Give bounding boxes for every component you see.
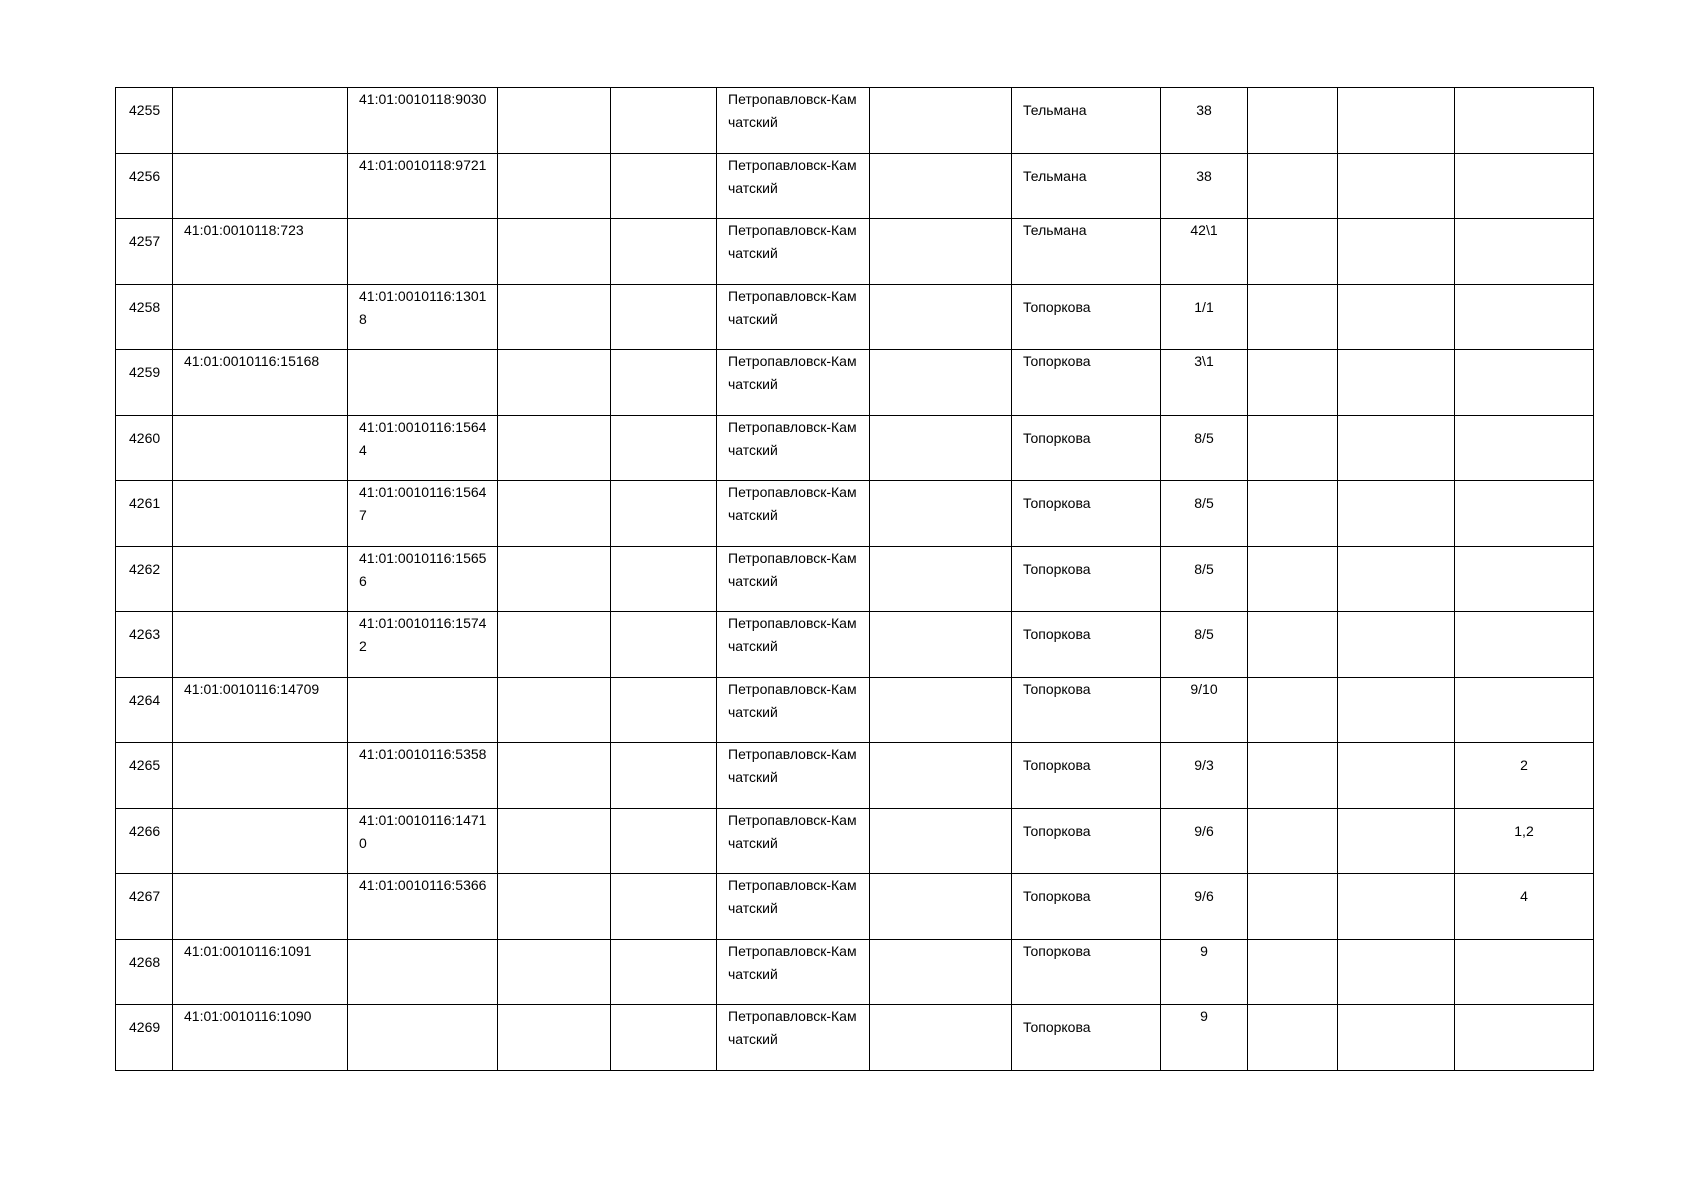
empty-cell-5: [611, 481, 717, 547]
city-cell: [717, 743, 870, 809]
row-number: 4267: [129, 888, 161, 904]
house-number: 9/3: [1194, 757, 1214, 773]
street-cell: [1012, 88, 1161, 154]
cadastral-number: 41:01:0010116:1091: [184, 942, 312, 959]
apartment-number: [1455, 547, 1593, 558]
cadastral-number-cell: [173, 677, 348, 743]
object-cadastral-number: 41:01:0010116:13018: [359, 287, 487, 327]
table-row: [116, 284, 1594, 350]
empty-cell-10: [1248, 219, 1338, 285]
apartment-cell: [1455, 1005, 1594, 1071]
row-number: 4255: [129, 102, 161, 118]
city-cell: [717, 153, 870, 219]
empty-cell-4: [498, 481, 611, 547]
apartment-number: [1455, 678, 1593, 689]
apartment-number: [1455, 481, 1593, 492]
city-name: Петропавловск-Камчатский: [728, 222, 857, 261]
apartment-number: 2: [1520, 757, 1528, 773]
house-number: 9/10: [1190, 680, 1218, 697]
row-number-cell: [116, 546, 173, 612]
street-cell: [1012, 284, 1161, 350]
house-number: 1/1: [1194, 298, 1214, 315]
city-cell: [717, 1005, 870, 1071]
house-number: 9: [1200, 942, 1208, 959]
table-row: [116, 677, 1594, 743]
cadastral-number-cell: [173, 350, 348, 416]
street-cell: [1012, 415, 1161, 481]
row-number-cell: [116, 153, 173, 219]
city-name: Петропавловск-Камчатский: [728, 549, 857, 589]
empty-cell-5: [611, 874, 717, 940]
city-name: Петропавловск-Камчатский: [728, 1008, 857, 1047]
empty-cell-4: [498, 677, 611, 743]
empty-cell-11: [1338, 284, 1455, 350]
street-name: Тельмана: [1023, 167, 1087, 184]
apartment-cell: [1455, 939, 1594, 1005]
city-cell: [717, 677, 870, 743]
object-cadastral-number: 41:01:0010116:5358: [359, 746, 487, 762]
apartment-number: [1455, 1005, 1593, 1016]
house-number: 38: [1196, 102, 1212, 118]
row-number: 4263: [129, 626, 161, 642]
cadastral-number-cell: [173, 1005, 348, 1071]
city-name: Петропавловск-Камчатский: [728, 156, 857, 196]
object-cadastral-number-cell: [348, 284, 498, 350]
row-number: 4261: [129, 495, 161, 511]
table-row: [116, 612, 1594, 678]
row-number: 4258: [129, 298, 161, 315]
city-cell: [717, 874, 870, 940]
empty-cell-7: [870, 284, 1012, 350]
cadastral-number-cell: [173, 612, 348, 678]
empty-cell-5: [611, 677, 717, 743]
empty-cell-11: [1338, 677, 1455, 743]
empty-cell-5: [611, 939, 717, 1005]
street-cell: [1012, 219, 1161, 285]
street-cell: [1012, 743, 1161, 809]
row-number-cell: [116, 874, 173, 940]
empty-cell-11: [1338, 481, 1455, 547]
empty-cell-11: [1338, 612, 1455, 678]
table-row: [116, 874, 1594, 940]
city-name: Петропавловск-Камчатский: [728, 287, 857, 327]
row-number-cell: [116, 939, 173, 1005]
row-number-cell: [116, 808, 173, 874]
empty-cell-4: [498, 284, 611, 350]
object-cadastral-number: 41:01:0010116:15656: [359, 549, 487, 589]
house-number: 9/6: [1194, 822, 1214, 839]
row-number-cell: [116, 88, 173, 154]
empty-cell-10: [1248, 677, 1338, 743]
empty-cell-5: [611, 350, 717, 416]
object-cadastral-number-cell: [348, 88, 498, 154]
row-number-cell: [116, 350, 173, 416]
city-cell: [717, 415, 870, 481]
house-cell: [1161, 415, 1248, 481]
object-cadastral-number-cell: [348, 546, 498, 612]
row-number: 4257: [129, 233, 161, 249]
street-name: Топоркова: [1023, 942, 1091, 959]
empty-cell-10: [1248, 153, 1338, 219]
object-cadastral-number: 41:01:0010116:15742: [359, 615, 487, 654]
object-cadastral-number-cell: [348, 219, 498, 285]
object-cadastral-number: 41:01:0010116:15647: [359, 484, 487, 523]
empty-cell-5: [611, 1005, 717, 1071]
row-number-cell: [116, 677, 173, 743]
apartment-cell: [1455, 743, 1594, 809]
street-cell: [1012, 153, 1161, 219]
empty-cell-10: [1248, 350, 1338, 416]
empty-cell-7: [870, 612, 1012, 678]
house-cell: [1161, 612, 1248, 678]
empty-cell-7: [870, 743, 1012, 809]
empty-cell-5: [611, 88, 717, 154]
street-name: Топоркова: [1023, 353, 1091, 369]
row-number-cell: [116, 743, 173, 809]
object-cadastral-number-cell: [348, 481, 498, 547]
table-row: [116, 1005, 1594, 1071]
apartment-cell: [1455, 481, 1594, 547]
object-cadastral-number: 41:01:0010118:9721: [359, 156, 487, 173]
street-name: Топоркова: [1023, 495, 1091, 511]
object-cadastral-number-cell: [348, 939, 498, 1005]
house-number: 38: [1196, 167, 1212, 184]
cadastral-number-cell: [173, 874, 348, 940]
city-name: Петропавловск-Камчатский: [728, 942, 857, 982]
empty-cell-11: [1338, 219, 1455, 285]
empty-cell-10: [1248, 743, 1338, 809]
empty-cell-10: [1248, 1005, 1338, 1071]
cadastral-number: 41:01:0010118:723: [184, 222, 304, 238]
house-cell: [1161, 153, 1248, 219]
table-row: [116, 350, 1594, 416]
street-cell: [1012, 874, 1161, 940]
house-number: 9: [1200, 1008, 1208, 1024]
empty-cell-10: [1248, 939, 1338, 1005]
empty-cell-7: [870, 415, 1012, 481]
register-table: [115, 87, 1594, 1071]
empty-cell-7: [870, 808, 1012, 874]
city-name: Петропавловск-Камчатский: [728, 484, 857, 523]
street-name: Топоркова: [1023, 429, 1091, 446]
table-row: [116, 939, 1594, 1005]
cadastral-number-cell: [173, 546, 348, 612]
street-cell: [1012, 1005, 1161, 1071]
empty-cell-7: [870, 874, 1012, 940]
empty-cell-11: [1338, 153, 1455, 219]
empty-cell-5: [611, 743, 717, 809]
empty-cell-10: [1248, 612, 1338, 678]
empty-cell-7: [870, 677, 1012, 743]
apartment-number: [1455, 285, 1593, 296]
empty-cell-7: [870, 219, 1012, 285]
empty-cell-5: [611, 415, 717, 481]
empty-cell-10: [1248, 88, 1338, 154]
empty-cell-4: [498, 350, 611, 416]
object-cadastral-number-cell: [348, 1005, 498, 1071]
city-name: Петропавловск-Камчатский: [728, 615, 857, 654]
empty-cell-11: [1338, 350, 1455, 416]
empty-cell-5: [611, 612, 717, 678]
table-row: [116, 743, 1594, 809]
empty-cell-7: [870, 88, 1012, 154]
empty-cell-10: [1248, 284, 1338, 350]
empty-cell-5: [611, 153, 717, 219]
empty-cell-7: [870, 1005, 1012, 1071]
city-name: Петропавловск-Камчатский: [728, 877, 857, 916]
empty-cell-10: [1248, 546, 1338, 612]
object-cadastral-number: 41:01:0010116:15644: [359, 418, 487, 458]
apartment-cell: [1455, 677, 1594, 743]
city-cell: [717, 612, 870, 678]
apartment-cell: [1455, 874, 1594, 940]
apartment-number: 1,2: [1514, 822, 1534, 839]
city-name: Петропавловск-Камчатский: [728, 811, 857, 851]
empty-cell-7: [870, 481, 1012, 547]
city-name: Петропавловск-Камчатский: [728, 418, 857, 458]
empty-cell-4: [498, 153, 611, 219]
street-name: Топоркова: [1023, 298, 1091, 315]
table-row: [116, 808, 1594, 874]
row-number: 4269: [129, 1019, 161, 1035]
table-row: [116, 88, 1594, 154]
cadastral-number: 41:01:0010116:1090: [184, 1008, 312, 1024]
object-cadastral-number-cell: [348, 808, 498, 874]
row-number: 4256: [129, 167, 161, 184]
cadastral-number-cell: [173, 481, 348, 547]
row-number: 4259: [129, 364, 161, 380]
street-cell: [1012, 677, 1161, 743]
house-cell: [1161, 1005, 1248, 1071]
apartment-number: 4: [1520, 888, 1528, 904]
street-name: Топоркова: [1023, 626, 1091, 642]
empty-cell-10: [1248, 481, 1338, 547]
apartment-number: [1455, 350, 1593, 361]
city-cell: [717, 546, 870, 612]
apartment-cell: [1455, 546, 1594, 612]
apartment-cell: [1455, 284, 1594, 350]
apartment-cell: [1455, 88, 1594, 154]
apartment-number: [1455, 88, 1593, 99]
empty-cell-7: [870, 350, 1012, 416]
cadastral-number-cell: [173, 219, 348, 285]
object-cadastral-number-cell: [348, 415, 498, 481]
empty-cell-5: [611, 219, 717, 285]
house-cell: [1161, 546, 1248, 612]
object-cadastral-number-cell: [348, 677, 498, 743]
object-cadastral-number: 41:01:0010118:9030: [359, 91, 487, 107]
cadastral-number: 41:01:0010116:14709: [184, 680, 320, 697]
object-cadastral-number-cell: [348, 612, 498, 678]
object-cadastral-number-cell: [348, 874, 498, 940]
house-cell: [1161, 284, 1248, 350]
city-cell: [717, 481, 870, 547]
row-number: 4265: [129, 757, 161, 773]
city-name: Петропавловск-Камчатский: [728, 680, 857, 720]
apartment-cell: [1455, 612, 1594, 678]
table-row: [116, 219, 1594, 285]
house-cell: [1161, 808, 1248, 874]
object-cadastral-number-cell: [348, 743, 498, 809]
table-row: [116, 415, 1594, 481]
empty-cell-11: [1338, 808, 1455, 874]
cadastral-number-cell: [173, 153, 348, 219]
street-cell: [1012, 546, 1161, 612]
empty-cell-7: [870, 546, 1012, 612]
street-cell: [1012, 939, 1161, 1005]
cadastral-number-cell: [173, 808, 348, 874]
empty-cell-5: [611, 546, 717, 612]
house-cell: [1161, 939, 1248, 1005]
house-number: 8/5: [1194, 429, 1214, 446]
table-row: [116, 546, 1594, 612]
empty-cell-4: [498, 88, 611, 154]
object-cadastral-number-cell: [348, 350, 498, 416]
row-number-cell: [116, 415, 173, 481]
cadastral-number-cell: [173, 88, 348, 154]
empty-cell-4: [498, 219, 611, 285]
city-cell: [717, 939, 870, 1005]
house-number: 8/5: [1194, 560, 1214, 577]
street-cell: [1012, 808, 1161, 874]
street-name: Тельмана: [1023, 222, 1087, 238]
row-number-cell: [116, 1005, 173, 1071]
empty-cell-4: [498, 808, 611, 874]
city-cell: [717, 284, 870, 350]
cadastral-number-cell: [173, 415, 348, 481]
empty-cell-11: [1338, 874, 1455, 940]
street-cell: [1012, 350, 1161, 416]
street-name: Топоркова: [1023, 560, 1091, 577]
object-cadastral-number: 41:01:0010116:14710: [359, 811, 487, 851]
empty-cell-11: [1338, 743, 1455, 809]
street-name: Топоркова: [1023, 888, 1091, 904]
empty-cell-11: [1338, 546, 1455, 612]
apartment-cell: [1455, 808, 1594, 874]
city-cell: [717, 219, 870, 285]
house-cell: [1161, 88, 1248, 154]
row-number-cell: [116, 284, 173, 350]
empty-cell-4: [498, 939, 611, 1005]
table-row: [116, 481, 1594, 547]
empty-cell-4: [498, 1005, 611, 1071]
house-cell: [1161, 350, 1248, 416]
city-cell: [717, 350, 870, 416]
house-cell: [1161, 677, 1248, 743]
empty-cell-5: [611, 808, 717, 874]
row-number: 4260: [129, 429, 161, 446]
street-name: Топоркова: [1023, 757, 1091, 773]
street-cell: [1012, 612, 1161, 678]
city-name: Петропавловск-Камчатский: [728, 353, 857, 392]
house-cell: [1161, 219, 1248, 285]
empty-cell-7: [870, 939, 1012, 1005]
row-number-cell: [116, 612, 173, 678]
house-cell: [1161, 481, 1248, 547]
empty-cell-4: [498, 743, 611, 809]
empty-cell-5: [611, 284, 717, 350]
cadastral-number-cell: [173, 939, 348, 1005]
street-name: Топоркова: [1023, 822, 1091, 839]
street-name: Топоркова: [1023, 1019, 1091, 1035]
object-cadastral-number-cell: [348, 153, 498, 219]
street-name: Тельмана: [1023, 102, 1087, 118]
empty-cell-7: [870, 153, 1012, 219]
house-cell: [1161, 743, 1248, 809]
empty-cell-11: [1338, 88, 1455, 154]
row-number: 4266: [129, 822, 161, 839]
city-cell: [717, 88, 870, 154]
apartment-number: [1455, 940, 1593, 951]
row-number-cell: [116, 481, 173, 547]
empty-cell-4: [498, 874, 611, 940]
apartment-cell: [1455, 219, 1594, 285]
empty-cell-10: [1248, 808, 1338, 874]
street-name: Топоркова: [1023, 680, 1091, 697]
city-cell: [717, 808, 870, 874]
apartment-cell: [1455, 350, 1594, 416]
house-number: 8/5: [1194, 495, 1214, 511]
empty-cell-10: [1248, 874, 1338, 940]
row-number: 4264: [129, 691, 161, 708]
empty-cell-4: [498, 612, 611, 678]
cadastral-number-cell: [173, 284, 348, 350]
empty-cell-11: [1338, 939, 1455, 1005]
row-number: 4268: [129, 953, 161, 970]
apartment-cell: [1455, 153, 1594, 219]
empty-cell-11: [1338, 415, 1455, 481]
apartment-number: [1455, 219, 1593, 230]
house-number: 9/6: [1194, 888, 1214, 904]
empty-cell-4: [498, 546, 611, 612]
empty-cell-4: [498, 415, 611, 481]
house-number: 8/5: [1194, 626, 1214, 642]
apartment-number: [1455, 612, 1593, 623]
apartment-number: [1455, 416, 1593, 427]
cadastral-number-cell: [173, 743, 348, 809]
house-number: 3\1: [1194, 353, 1214, 369]
house-number: 42\1: [1190, 222, 1218, 238]
apartment-number: [1455, 154, 1593, 165]
empty-cell-11: [1338, 1005, 1455, 1071]
row-number: 4262: [129, 560, 161, 577]
empty-cell-10: [1248, 415, 1338, 481]
street-cell: [1012, 481, 1161, 547]
row-number-cell: [116, 219, 173, 285]
object-cadastral-number: 41:01:0010116:5366: [359, 877, 487, 893]
apartment-cell: [1455, 415, 1594, 481]
city-name: Петропавловск-Камчатский: [728, 746, 857, 785]
register-body: [116, 88, 1594, 1071]
cadastral-number: 41:01:0010116:15168: [184, 353, 320, 369]
city-name: Петропавловск-Камчатский: [728, 91, 857, 130]
table-row: [116, 153, 1594, 219]
house-cell: [1161, 874, 1248, 940]
